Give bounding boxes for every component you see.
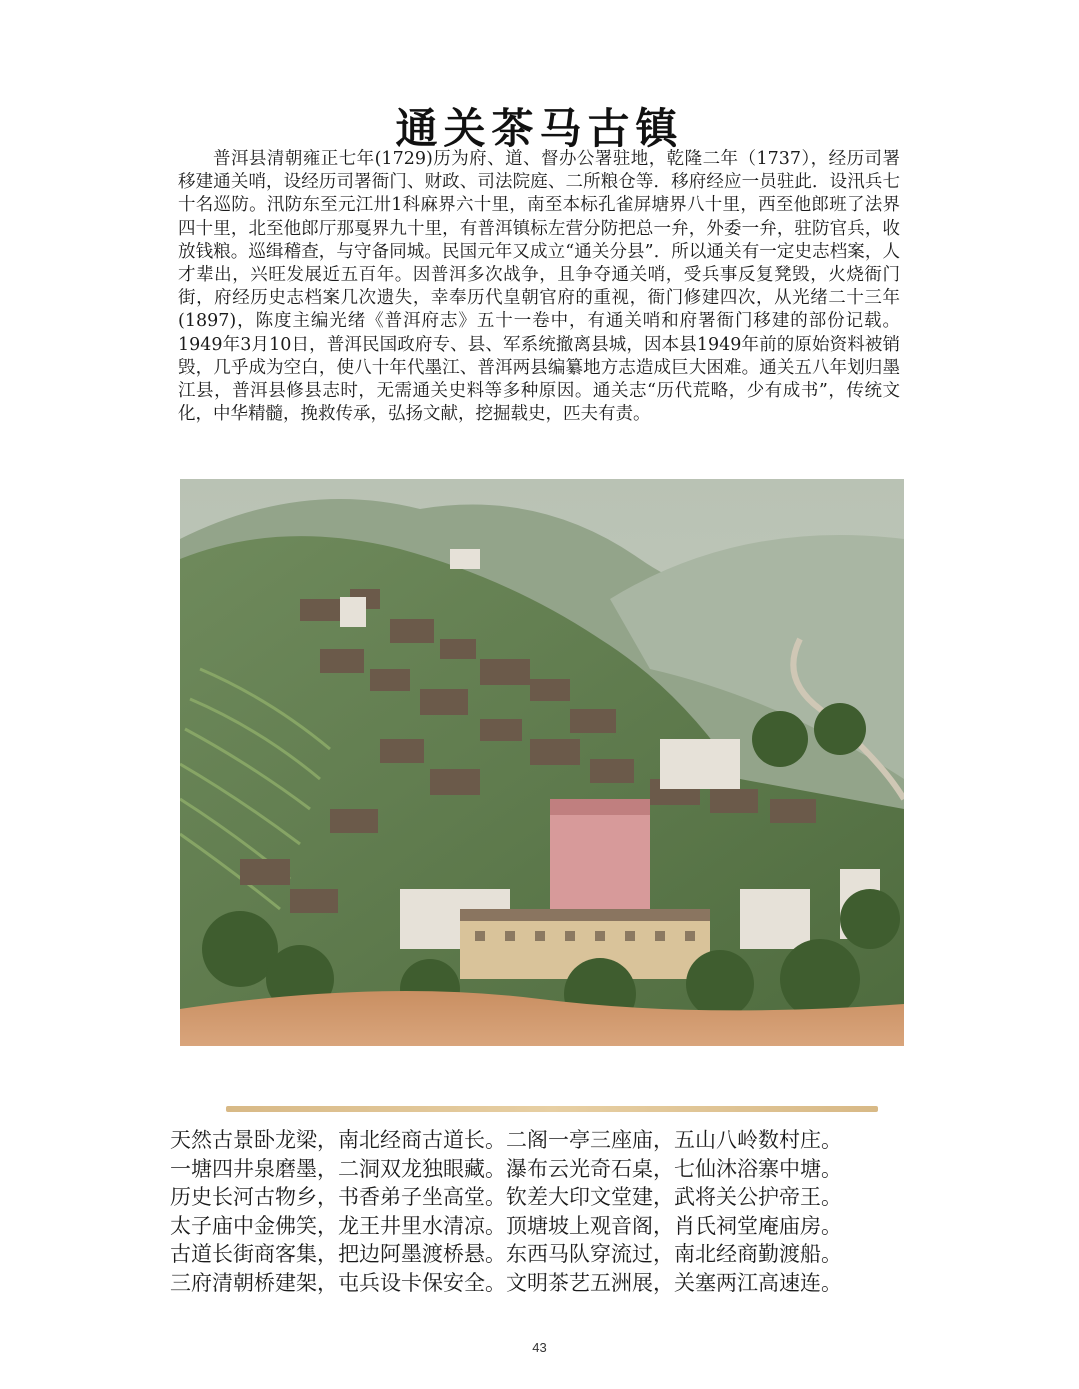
poem-line: 天然古景卧龙梁，南北经商古道长。二阁一亭三座庙，五山八岭数村庄。: [170, 1128, 842, 1152]
page-title: 通关茶马古镇: [395, 104, 684, 154]
poem-line: 三府清朝桥建架，屯兵设卡保安全。文明茶艺五洲展，关塞两江高速连。: [170, 1270, 842, 1295]
town-aerial-illustration: [180, 479, 904, 1046]
poem-line: 历史长河古物乡，书香弟子坐高堂。钦差大印文堂建，武将关公护帝王。: [170, 1185, 842, 1210]
poem-line: 古道长街商客集，把边阿墨渡桥悬。东西马队穿流过，南北经商勤渡船。: [170, 1242, 842, 1267]
section-divider: [226, 1106, 878, 1112]
poem-block: [170, 1126, 930, 1298]
town-aerial-photo: [180, 479, 904, 1046]
poem-line: 一塘四井泉磨墨，二洞双龙独眼藏。瀑布云光奇石桌，七仙沐浴寨中塘。: [170, 1156, 842, 1181]
intro-paragraph: 普洱县清朝雍正七年(1729)历为府、道、督办公署驻地，乾隆二年（1737），经历司署移建通关哨，设经历司署衙门、财政、司法院庭、二所粮仓等．移府经应一员驻此．设汛兵七十名巡防。汛防东至元江卅1科麻界六十里，南至本标孔雀屏塘界八十里，西至他郎班了法界四十里，北至他郎厅那戛界九十里，有普洱镇标左营分防把总一弁，外委一弁，驻防官兵，收放钱粮。巡缉稽查，与守备同城。民国元年又成立“通关分县”．所以通关有一定史志档案，人才辈出，兴旺发展近五百年。因普洱多次战争，且争夺通关哨，受兵事反复凳毁，火烧衙门街，府经历史志档案几次遗失，幸奉历代皇朝官府的重视，衙门修建四次，从光绪二十三年(1897)，陈度主编光绪《普洱府志》五十一卷中，有通关哨和府署衙门移建的部份记载。1949年3月10日，普洱民国政府专、县、军系统撤离县城，因本县1949年前的原始资料被销毁，几乎成为空白，使八十年代墨江、普洱两县编纂地方志造成巨大困难。通关五八年划归墨江县，普洱县修县志时，无需通关史料等多种原因。通关志“历代荒略，少有成书”，传统文化，中华精髓，挽救传承，弘扬文献，挖掘载史，匹夫有责。: [178, 149, 900, 425]
page-number: 43: [532, 1340, 547, 1355]
poem-line: 太子庙中金佛笑，龙王井里水清凉。顶塘坡上观音阁，肖氏祠堂庵庙房。: [170, 1213, 842, 1238]
